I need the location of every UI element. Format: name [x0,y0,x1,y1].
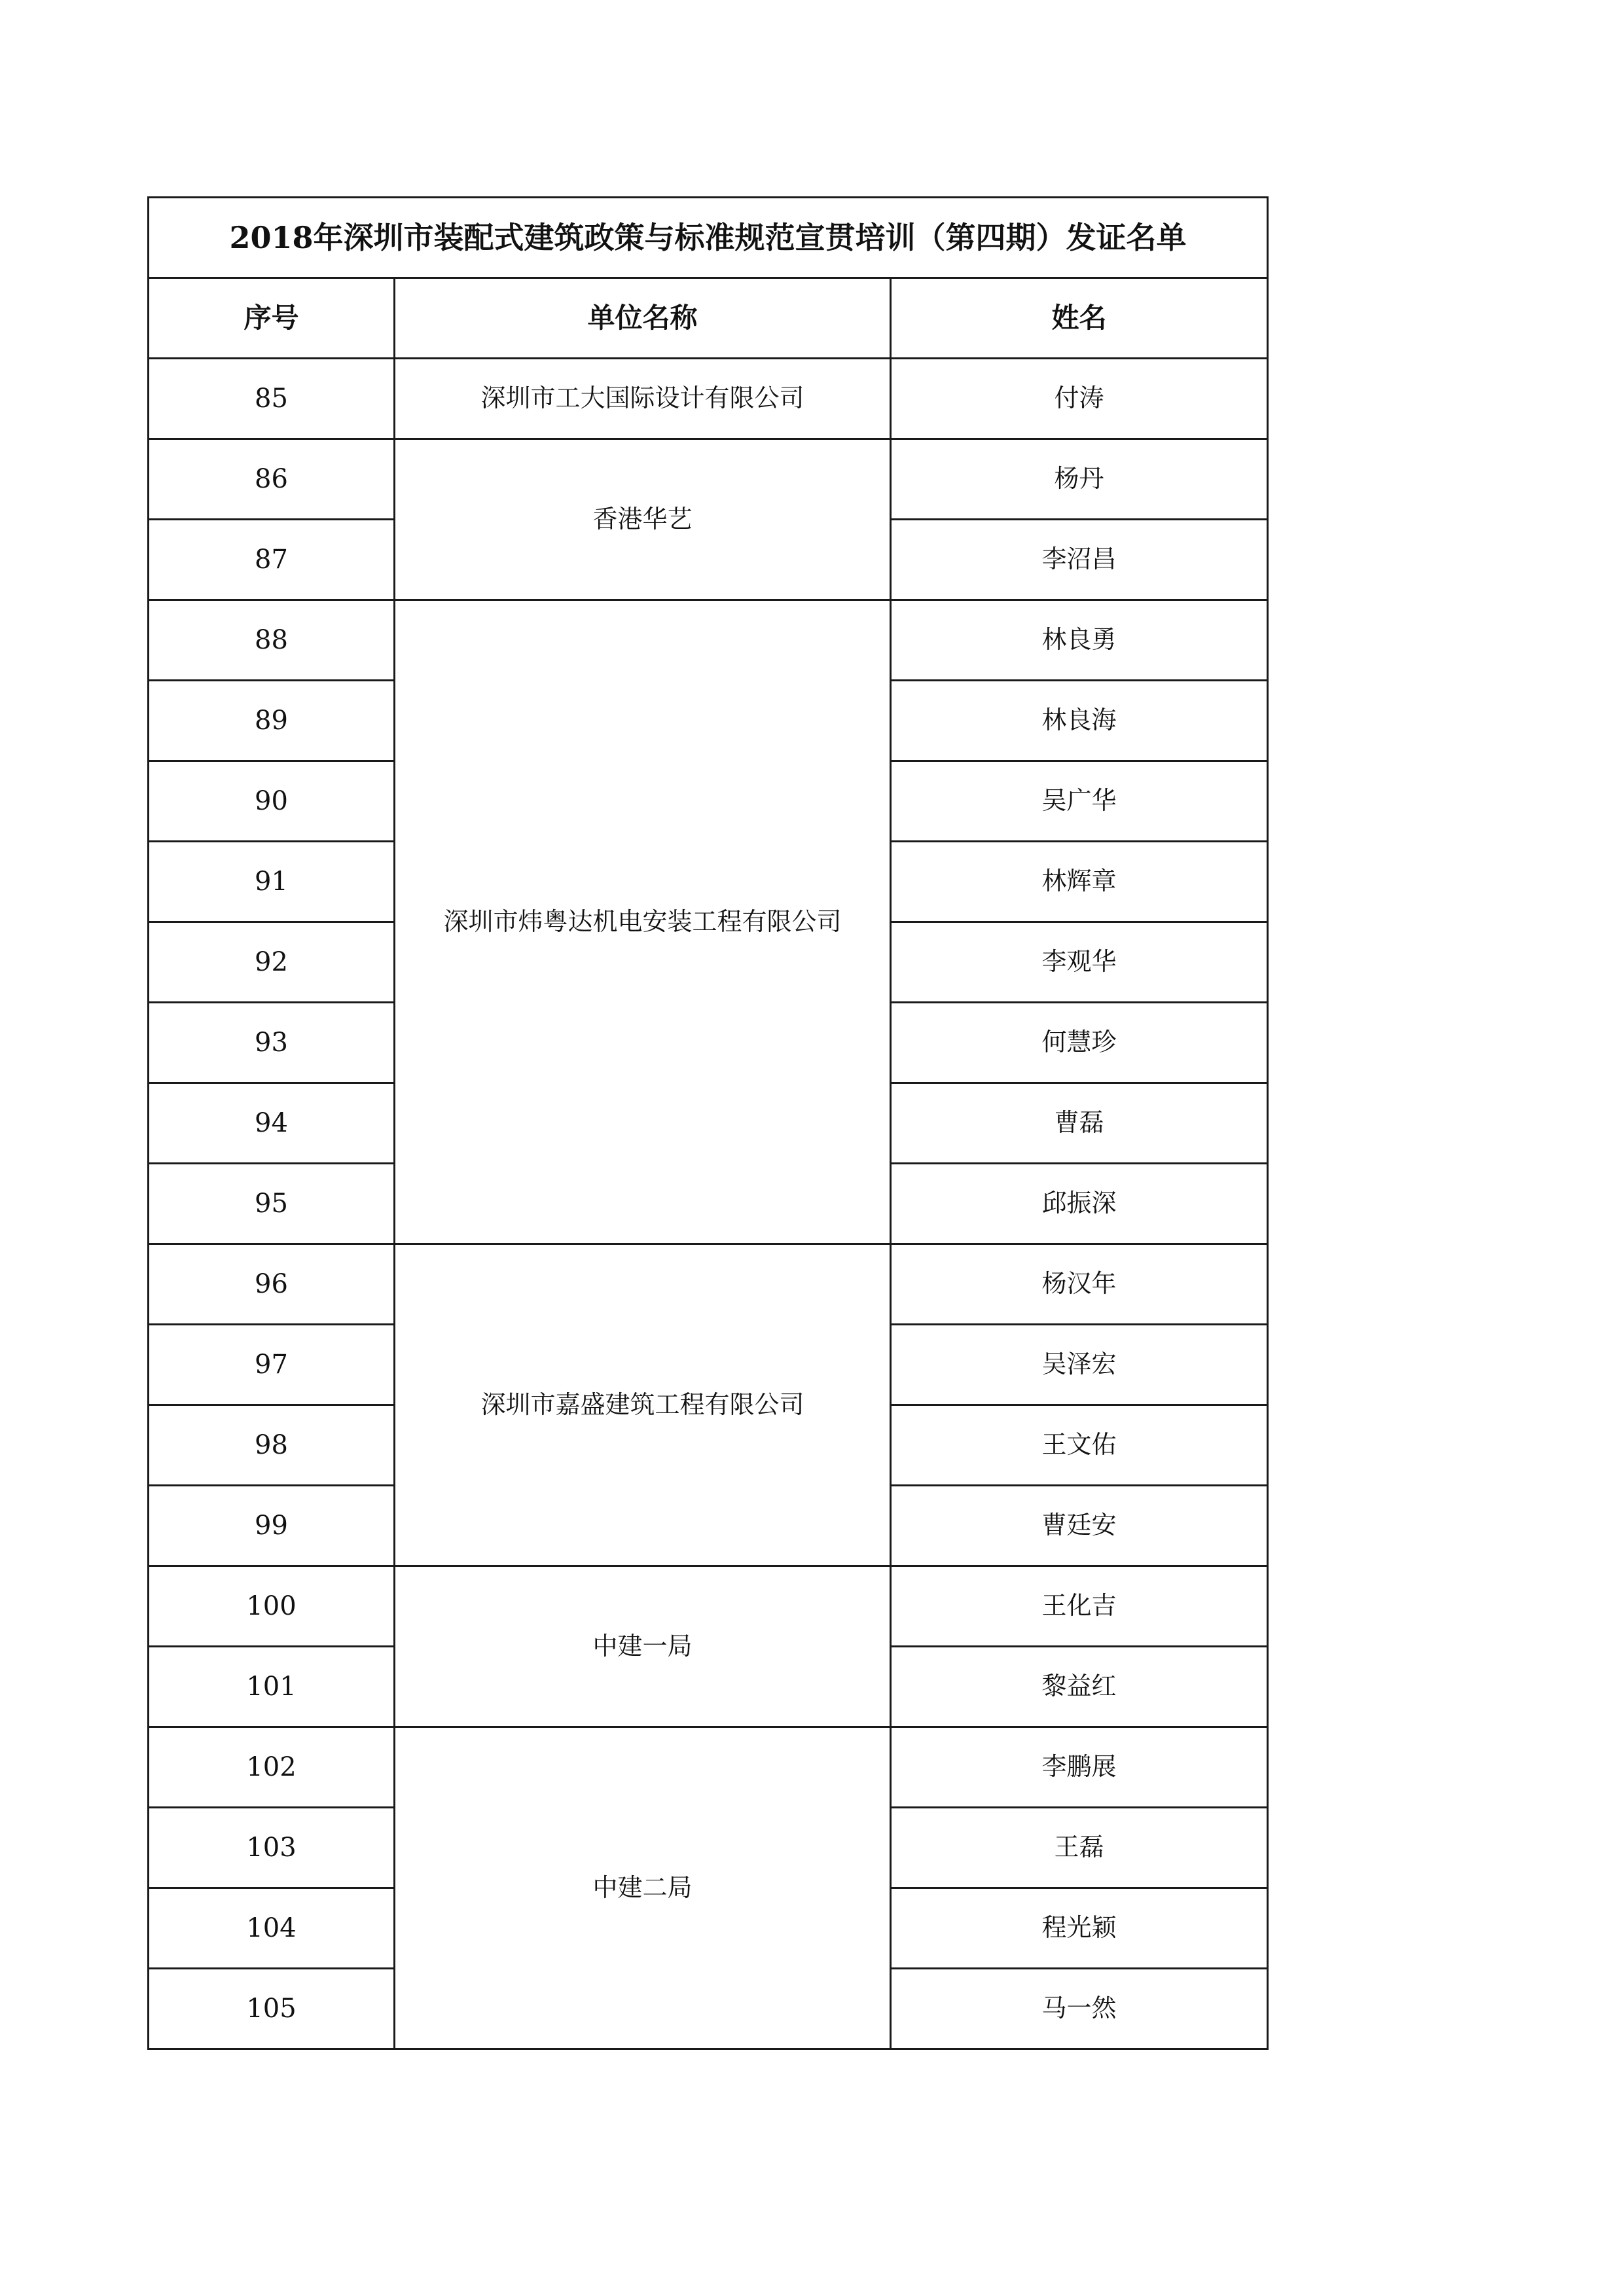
table-row [149,1727,1268,1808]
name-cell: 林良海 [891,681,1268,761]
name-cell: 付涛 [891,359,1268,439]
name-cell: 李观华 [891,922,1268,1003]
seq-cell: 92 [149,922,395,1003]
table-row [149,359,1268,439]
name-cell: 何慧珍 [891,1003,1268,1083]
unit-cell: 深圳市嘉盛建筑工程有限公司 [395,1244,891,1566]
name-cell: 李沼昌 [891,520,1268,600]
seq-cell: 90 [149,761,395,842]
name-cell: 吴泽宏 [891,1325,1268,1405]
name-cell: 吴广华 [891,761,1268,842]
seq-cell: 105 [149,1969,395,2049]
seq-cell: 102 [149,1727,395,1808]
seq-cell: 86 [149,439,395,520]
header-seq: 序号 [149,278,395,359]
table-row [149,1244,1268,1325]
unit-cell: 香港华艺 [395,439,891,600]
seq-cell: 95 [149,1164,395,1244]
name-cell: 王文佑 [891,1405,1268,1486]
seq-cell: 89 [149,681,395,761]
name-cell: 林辉章 [891,842,1268,922]
seq-cell: 97 [149,1325,395,1405]
name-cell: 邱振深 [891,1164,1268,1244]
header-unit: 单位名称 [395,278,891,359]
unit-cell: 深圳市工大国际设计有限公司 [395,359,891,439]
name-cell: 曹磊 [891,1083,1268,1164]
seq-cell: 98 [149,1405,395,1486]
seq-cell: 104 [149,1888,395,1969]
name-cell: 王磊 [891,1808,1268,1888]
name-cell: 杨汉年 [891,1244,1268,1325]
name-cell: 黎益红 [891,1647,1268,1727]
title-row [149,198,1268,278]
seq-cell: 101 [149,1647,395,1727]
name-cell: 杨丹 [891,439,1268,520]
seq-cell: 100 [149,1566,395,1647]
document-title: 2018年深圳市装配式建筑政策与标准规范宣贯培训（第四期）发证名单 [149,198,1268,278]
seq-cell: 94 [149,1083,395,1164]
name-cell: 马一然 [891,1969,1268,2049]
unit-cell: 深圳市炜粤达机电安装工程有限公司 [395,600,891,1244]
unit-cell: 中建一局 [395,1566,891,1727]
unit-cell: 中建二局 [395,1727,891,2049]
seq-cell: 87 [149,520,395,600]
header-name: 姓名 [891,278,1268,359]
seq-cell: 93 [149,1003,395,1083]
table-row [149,439,1268,520]
name-cell: 林良勇 [891,600,1268,681]
name-cell: 王化吉 [891,1566,1268,1647]
roster-body [149,359,1268,2049]
seq-cell: 91 [149,842,395,922]
name-cell: 曹廷安 [891,1486,1268,1566]
name-cell: 程光颖 [891,1888,1268,1969]
name-cell: 李鹏展 [891,1727,1268,1808]
table-row [149,600,1268,681]
table-row [149,1566,1268,1647]
seq-cell: 88 [149,600,395,681]
seq-cell: 103 [149,1808,395,1888]
seq-cell: 96 [149,1244,395,1325]
certificate-roster-table [147,196,1269,2050]
seq-cell: 85 [149,359,395,439]
header-row [149,278,1268,359]
seq-cell: 99 [149,1486,395,1566]
